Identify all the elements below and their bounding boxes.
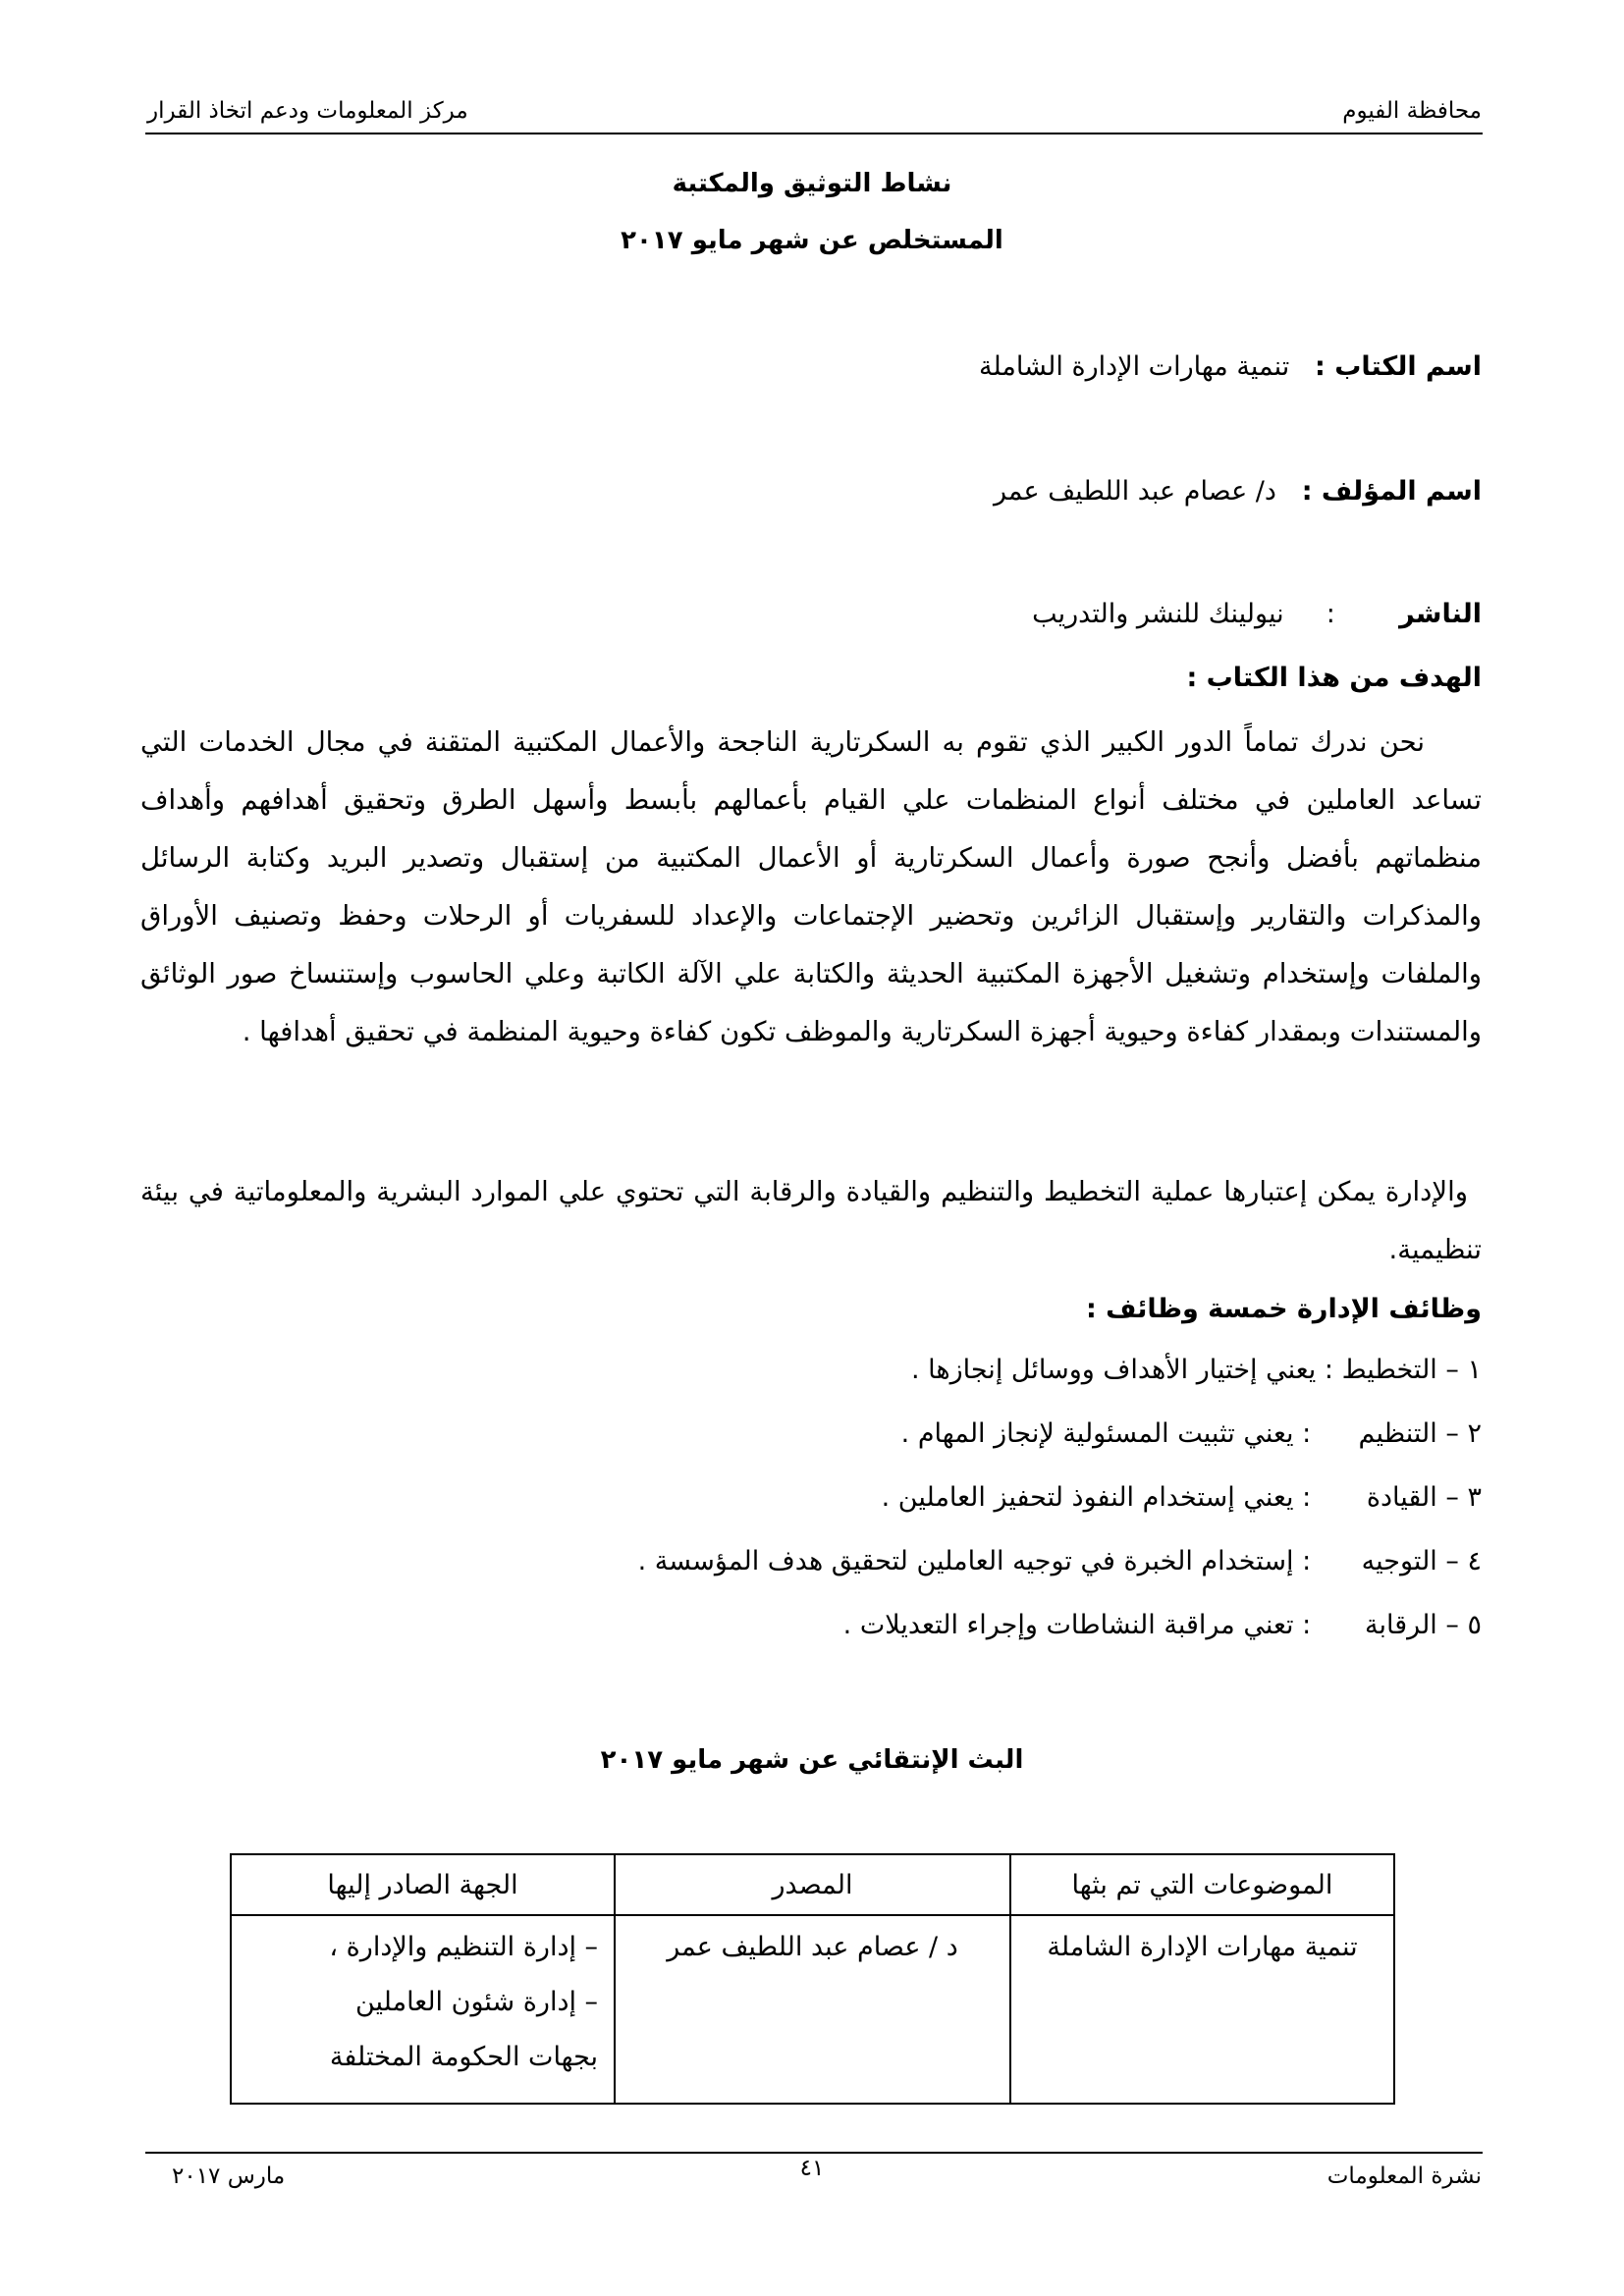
- book-title-value: تنمية مهارات الإدارة الشاملة: [978, 351, 1290, 382]
- footer-rule: [145, 2152, 1483, 2154]
- page-number: ٤١: [799, 2156, 825, 2181]
- col-header-source: المصدر: [615, 1854, 1010, 1915]
- author-label: اسم المؤلف :: [1301, 476, 1482, 507]
- publisher-row: [1032, 599, 1482, 629]
- functions-heading: وظائف الإدارة خمسة وظائف :: [1085, 1294, 1482, 1324]
- function-item: ٥ – الرقابة : تعني مراقبة النشاطات وإجراء التعديلات .: [842, 1610, 1482, 1640]
- author-value: د/ عصام عبد اللطيف عمر: [994, 476, 1276, 507]
- footer-publication: نشرة المعلومات: [1326, 2163, 1482, 2189]
- header-rule: [145, 133, 1483, 134]
- cell-source: د / عصام عبد اللطيف عمر: [615, 1915, 1010, 2104]
- cell-topic: تنمية مهارات الإدارة الشاملة: [1010, 1915, 1394, 2104]
- footer-date: مارس ٢٠١٧: [172, 2163, 286, 2189]
- broadcast-table: [230, 1853, 1395, 2105]
- table-header-row: [231, 1854, 1394, 1915]
- publisher-label: الناشر: [1399, 599, 1482, 629]
- publisher-value: نيولينك للنشر والتدريب: [1032, 599, 1284, 629]
- function-item: ١ – التخطيط : يعني إختيار الأهداف ووسائل إنجازها .: [910, 1355, 1482, 1385]
- col-header-topics: الموضوعات التي تم بثها: [1010, 1854, 1394, 1915]
- goal-heading: الهدف من هذا الكتاب :: [1186, 663, 1482, 693]
- main-title: نشاط التوثيق والمكتبة: [672, 169, 952, 198]
- table-row: [231, 1915, 1394, 2104]
- management-paragraph: والإدارة يمكن إعتبارها عملية التخطيط والتنظيم والقيادة والرقابة التي تحتوي علي الموارد البشرية والمعلوماتية في بيئة تنظيمية.: [140, 1176, 1482, 1265]
- destination-line: بجهات الحكومة المختلفة: [329, 2042, 599, 2072]
- book-title-label: اسم الكتاب :: [1315, 351, 1482, 382]
- author-row: [994, 476, 1482, 507]
- destination-line: – إدارة شئون العاملين: [354, 1987, 599, 2017]
- header-governorate: محافظة الفيوم: [1342, 98, 1482, 124]
- function-item: ٤ – التوجيه : إستخدام الخبرة في توجيه العاملين لتحقيق هدف المؤسسة .: [637, 1546, 1482, 1576]
- broadcast-title: البث الإنتقائي عن شهر مايو ٢٠١٧: [600, 1745, 1024, 1775]
- cell-destination: [231, 1915, 615, 2104]
- function-item: ٢ – التنظيم : يعني تثبيت المسئولية لإنجاز المهام .: [900, 1418, 1482, 1449]
- header-center-name: مركز المعلومات ودعم اتخاذ القرار: [147, 98, 468, 124]
- publisher-sep: :: [1326, 599, 1335, 629]
- col-header-destination: الجهة الصادر إليها: [231, 1854, 615, 1915]
- destination-line: – إدارة التنظيم والإدارة ،: [329, 1932, 599, 1962]
- book-title-row: [979, 351, 1482, 382]
- sub-title: المستخلص عن شهر مايو ٢٠١٧: [621, 226, 1003, 255]
- function-item: ٣ – القيادة : يعني إستخدام النفوذ لتحفيز العاملين .: [881, 1482, 1482, 1513]
- goal-paragraph: نحن ندرك تماماً الدور الكبير الذي تقوم به السكرتارية الناجحة والأعمال المكتبية المتقنة في مجال الخدمات التي تساعد العاملين في مختلف أنواع المنظمات علي القيام بأعمالهم بأبسط وأسهل الطرق وتحقيق أهدافهم وأهداف منظماتهم بأفضل وأنجح صورة وأعمال السكرتارية أو الأعمال المكتبية من إستقبال وتصدير البريد وكتابة الرسائل والمذكرات والتقارير وإستقبال الزائرين وتحضير الإجتماعات والإعداد للسفريات أو الرحلات وحفظ وتصنيف الأوراق والملفات وإستخدام وتشغيل الأجهزة المكتبية الحديثة والكتابة علي الآلة الكاتبة وعلي الحاسوب وإستنساخ صور الوثائق والمستندات وبمقدار كفاءة وحيوية أجهزة السكرتارية والموظف تكون كفاءة وحيوية المنظمة في تحقيق أهدافها .: [140, 726, 1482, 1047]
